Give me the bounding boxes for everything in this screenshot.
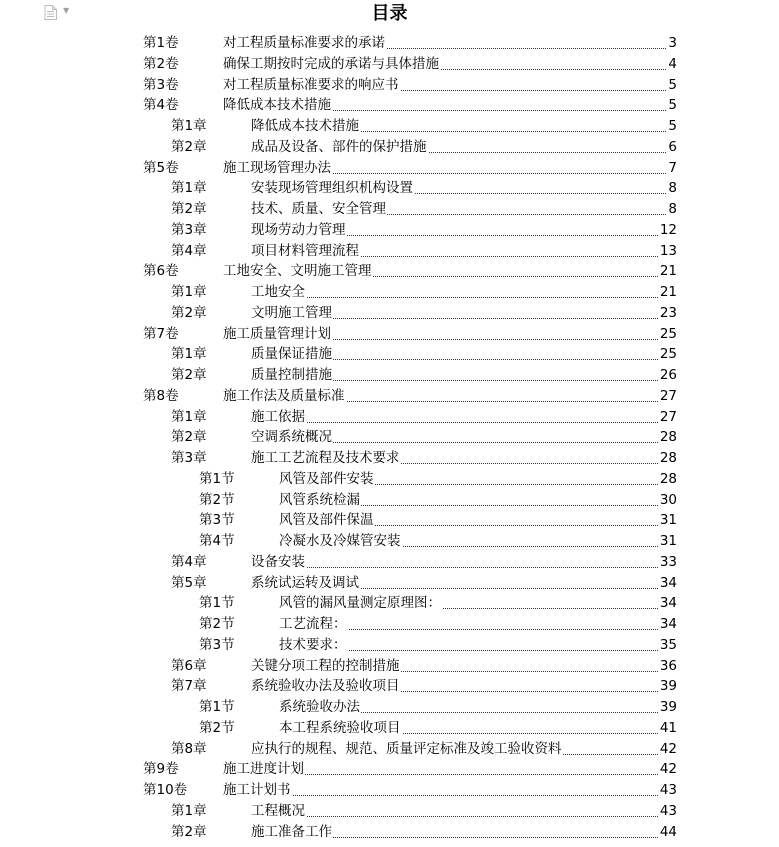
toc-page-number: 5 <box>668 97 677 114</box>
toc-entry[interactable] <box>0 593 779 614</box>
toc-dot-leader <box>251 552 676 568</box>
toc-entry[interactable] <box>0 718 779 739</box>
toc-entry-title: 工地安全 <box>251 284 305 300</box>
toc-entry-title: 质量保证措施 <box>251 346 332 363</box>
toc-page-number: 43 <box>659 802 677 819</box>
toc-entry[interactable] <box>0 95 779 116</box>
toc-entry-title: 风管系统检漏 <box>279 491 360 508</box>
toc-entry-title: 风管的漏风量测定原理图： <box>279 595 441 612</box>
toc-entry-number: 第4章 <box>171 242 207 259</box>
toc-entry-number: 第1章 <box>171 180 207 197</box>
toc-entry-number: 第8卷 <box>143 387 179 404</box>
toc-entry-number: 第1节 <box>199 595 235 612</box>
toc-page-number: 28 <box>659 450 677 466</box>
toc-page-number: 42 <box>659 740 677 757</box>
table-of-contents <box>0 33 779 842</box>
toc-page-number: 43 <box>659 782 677 798</box>
toc-entry[interactable] <box>0 490 779 511</box>
toc-title: 目录 <box>371 3 408 24</box>
toc-entry[interactable] <box>0 448 779 469</box>
toc-page-number: 6 <box>668 138 677 155</box>
toc-entry[interactable] <box>0 75 779 96</box>
toc-entry-number: 第6章 <box>171 657 207 674</box>
toc-entry[interactable] <box>0 261 779 282</box>
toc-entry-title: 文明施工管理 <box>251 304 332 321</box>
toc-entry-title: 应执行的规程、规范、质量评定标准及竣工验收资料 <box>251 740 562 757</box>
toc-entry-title: 安装现场管理组织机构设置 <box>251 180 413 197</box>
toc-entry[interactable] <box>0 386 779 407</box>
toc-entry-number: 第1节 <box>199 699 235 715</box>
toc-entry[interactable] <box>0 137 779 158</box>
toc-entry-title: 技术、质量、安全管理 <box>251 201 386 217</box>
toc-entry-title: 项目材料管理流程 <box>251 242 359 259</box>
toc-entry-number: 第3卷 <box>143 76 179 93</box>
toc-entry[interactable] <box>0 178 779 199</box>
toc-entry-number: 第4卷 <box>143 97 179 114</box>
toc-page-number: 4 <box>668 55 677 72</box>
toc-page-number: 34 <box>659 595 677 612</box>
toc-entry[interactable] <box>0 822 779 843</box>
toc-page-number: 44 <box>659 823 677 840</box>
toc-entry-number: 第2章 <box>171 304 207 321</box>
toc-page-number: 28 <box>659 429 677 446</box>
toc-page-number: 41 <box>659 719 677 736</box>
toc-entry-number: 第3节 <box>199 636 235 653</box>
toc-entry[interactable] <box>0 241 779 262</box>
toc-entry-number: 第1节 <box>199 470 235 487</box>
toc-entry-title: 冷凝水及冷媒管安装 <box>279 533 401 549</box>
toc-page-number: 27 <box>659 387 677 404</box>
toc-page-number: 25 <box>659 346 677 363</box>
toc-entry-number: 第4节 <box>199 533 235 549</box>
toc-entry-number: 第1章 <box>171 408 207 425</box>
toc-entry-title: 空调系统概况 <box>251 429 332 446</box>
toc-page-number: 12 <box>659 221 677 238</box>
toc-entry-title: 施工计划书 <box>223 782 291 798</box>
toc-entry[interactable] <box>0 739 779 760</box>
toc-entry-title: 施工进度计划 <box>223 761 304 778</box>
toc-entry-number: 第3章 <box>171 221 207 238</box>
toc-entry-number: 第10卷 <box>143 782 188 798</box>
toc-entry-number: 第2章 <box>171 367 207 383</box>
toc-entry-title: 关键分项工程的控制措施 <box>251 657 400 674</box>
toc-entry[interactable] <box>0 220 779 241</box>
toc-entry[interactable] <box>0 365 779 386</box>
toc-entry-number: 第7章 <box>171 678 207 695</box>
toc-entry-number: 第1章 <box>171 118 207 134</box>
toc-entry-number: 第3章 <box>171 450 207 466</box>
toc-entry-title: 设备安装 <box>251 553 305 570</box>
toc-entry-number: 第3节 <box>199 512 235 529</box>
toc-page-number: 27 <box>659 408 677 425</box>
toc-entry[interactable] <box>0 427 779 448</box>
toc-page-number: 26 <box>659 367 677 383</box>
toc-entry-number: 第6卷 <box>143 263 179 280</box>
toc-entry-title: 施工准备工作 <box>251 823 332 840</box>
toc-entry[interactable] <box>0 614 779 635</box>
toc-entry-title: 确保工期按时完成的承诺与具体措施 <box>223 55 439 72</box>
toc-page-number: 7 <box>668 159 677 176</box>
toc-page-number: 21 <box>659 263 677 280</box>
toc-entry-title: 风管及部件安装 <box>279 470 374 487</box>
toc-entry-title: 风管及部件保温 <box>279 512 374 529</box>
toc-entry[interactable] <box>0 780 779 801</box>
toc-page-number: 21 <box>659 284 677 300</box>
toc-entry-title: 施工现场管理办法 <box>223 159 331 176</box>
toc-dot-leader <box>251 282 676 298</box>
toc-entry-title: 对工程质量标准要求的响应书 <box>223 76 399 93</box>
toc-page-number: 42 <box>659 761 677 778</box>
toc-entry-number: 第2章 <box>171 429 207 446</box>
toc-page-number: 25 <box>659 325 677 342</box>
toc-entry-number: 第2章 <box>171 201 207 217</box>
toc-entry-number: 第2章 <box>171 138 207 155</box>
toc-entry-number: 第2节 <box>199 491 235 508</box>
toc-entry-title: 现场劳动力管理 <box>251 221 346 238</box>
toc-dot-leader <box>251 801 676 817</box>
toc-page-number: 34 <box>659 616 677 632</box>
toc-entry-title: 成品及设备、部件的保护措施 <box>251 138 427 155</box>
toc-entry[interactable] <box>0 54 779 75</box>
toc-entry[interactable] <box>0 676 779 697</box>
toc-entry[interactable] <box>0 282 779 303</box>
toc-dot-leader <box>251 407 676 423</box>
toc-entry-number: 第1章 <box>171 346 207 363</box>
toc-page-number: 28 <box>659 470 677 487</box>
toc-entry[interactable] <box>0 303 779 324</box>
toc-page-number: 33 <box>659 553 677 570</box>
toc-entry-number: 第5卷 <box>143 159 179 176</box>
toc-entry[interactable] <box>0 656 779 677</box>
toc-page-number: 31 <box>659 533 677 549</box>
toc-page-number: 31 <box>659 512 677 529</box>
toc-entry-title: 施工作法及质量标准 <box>223 387 345 404</box>
toc-entry[interactable] <box>0 158 779 179</box>
toc-page-number: 5 <box>668 76 677 93</box>
toc-entry-title: 本工程系统验收项目 <box>279 719 401 736</box>
toc-entry-number: 第2节 <box>199 719 235 736</box>
toc-page-number: 30 <box>659 491 677 508</box>
toc-entry-number: 第9卷 <box>143 761 179 778</box>
toc-entry-title: 工地安全、文明施工管理 <box>223 263 372 280</box>
toc-entry[interactable] <box>0 635 779 656</box>
toc-entry-title: 对工程质量标准要求的承诺 <box>223 35 385 51</box>
toc-entry[interactable] <box>0 759 779 780</box>
toc-entry-title: 系统试运转及调试 <box>251 574 359 591</box>
toc-entry-number: 第1章 <box>171 802 207 819</box>
toc-page-number: 34 <box>659 574 677 591</box>
toc-entry-title: 系统验收办法 <box>279 699 360 715</box>
toc-entry[interactable] <box>0 33 779 54</box>
toc-entry-number: 第5章 <box>171 574 207 591</box>
toc-entry-title: 降低成本技术措施 <box>223 97 331 114</box>
toc-entry-title: 施工依据 <box>251 408 305 425</box>
toc-page-number: 39 <box>659 678 677 695</box>
toc-entry[interactable] <box>0 116 779 137</box>
toc-page-number: 8 <box>668 201 677 217</box>
toc-page-number: 36 <box>659 657 677 674</box>
toc-entry-title: 降低成本技术措施 <box>251 118 359 134</box>
toc-entry[interactable] <box>0 573 779 594</box>
toc-page-number: 35 <box>659 636 677 653</box>
toc-entry[interactable] <box>0 697 779 718</box>
toc-page-number: 13 <box>659 242 677 259</box>
toc-entry[interactable] <box>0 324 779 345</box>
toc-entry-title: 质量控制措施 <box>251 367 332 383</box>
toc-entry-title: 技术要求： <box>279 636 347 653</box>
toc-entry-title: 施工工艺流程及技术要求 <box>251 450 400 466</box>
toc-entry-title: 工程概况 <box>251 802 305 819</box>
toc-entry[interactable] <box>0 552 779 573</box>
toc-entry[interactable] <box>0 407 779 428</box>
toc-entry-title: 施工质量管理计划 <box>223 325 331 342</box>
toc-entry-number: 第1卷 <box>143 35 179 51</box>
toc-entry[interactable] <box>0 344 779 365</box>
toc-page-number: 3 <box>668 35 677 51</box>
toc-entry[interactable] <box>0 510 779 531</box>
toc-entry[interactable] <box>0 801 779 822</box>
toc-entry[interactable] <box>0 199 779 220</box>
toc-page-number: 8 <box>668 180 677 197</box>
toc-entry[interactable] <box>0 531 779 552</box>
toc-entry-number: 第7卷 <box>143 325 179 342</box>
toc-page-number: 5 <box>668 118 677 134</box>
toc-entry-number: 第1章 <box>171 284 207 300</box>
toc-entry-title: 系统验收办法及验收项目 <box>251 678 400 695</box>
toc-entry-number: 第2卷 <box>143 55 179 72</box>
toc-entry-number: 第4章 <box>171 553 207 570</box>
toc-page-number: 39 <box>659 699 677 715</box>
toc-entry[interactable] <box>0 469 779 490</box>
toc-page-number: 23 <box>659 304 677 321</box>
toc-entry-number: 第2节 <box>199 616 235 632</box>
dropdown-arrow-icon[interactable]: ▼ <box>63 6 70 15</box>
toc-entry-title: 工艺流程： <box>279 616 347 632</box>
toc-entry-number: 第8章 <box>171 740 207 757</box>
toc-entry-number: 第2章 <box>171 823 207 840</box>
